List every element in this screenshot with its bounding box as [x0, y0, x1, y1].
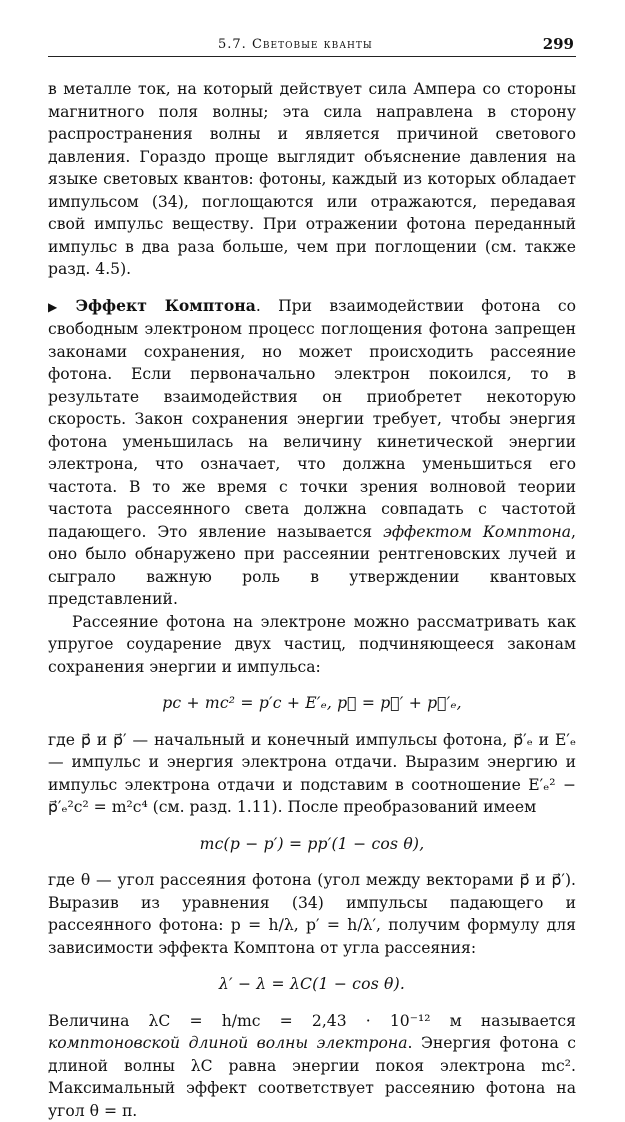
- paragraph-elastic-collision: Рассеяние фотона на электроне можно рассматривать как упругое соударение двух частиц, подчиняющееся законам сохранения энергии и импульса:: [48, 611, 576, 679]
- paragraph-recoil-electron: где p⃗ и p⃗′ — начальный и конечный импульсы фотона, p⃗′ₑ и E′ₑ — импульс и энергия электрона отдачи. Выразим энергию и импульс электрона отдачи и подставим в соотношение E′ₑ² − p⃗′ₑ²c² = m²c⁴ (см. разд. 1.11). После преобразований имеем: [48, 729, 576, 819]
- book-page: [48, 0, 576, 1000]
- equation-conservation: pc + mc² = p′c + E′ₑ, p⃗ = p⃗′ + p⃗′ₑ,: [48, 692, 576, 715]
- paragraph-compton-intro: [48, 295, 576, 611]
- paragraph-scattering-angle: где θ — угол рассеяния фотона (угол между векторами p⃗ и p⃗′). Выразив из уравнения (34) импульсы падающего и рассеянного фотона: p = h/λ, p′ = h/λ′, получим формулу для зависимости эффекта Комптона от угла рассеяния:: [48, 869, 576, 959]
- paragraph-text: , оно было обнаружено при рассеянии рентгеновских лучей и сыграло важную роль в утверждении квантовых представлений.: [48, 523, 576, 609]
- page-number: 299: [543, 35, 574, 53]
- paragraph-text: . При взаимодействии фотона со свободным электроном процесс поглощения фотона запрещен законами сохранения, но может происходить рассеяние фотона. Если первоначально электрон покоился, то в результате взаимодействия он приобретет некоторую скорость. Закон сохранения энергии требует, чтобы энергия фотона уменьшилась на величину кинетической энергии электрона, что означает, что должна уменьшиться его частота. В то же время с точки зрения волновой теории частота рассеянного света должна совпадать с частотой падающего. Это явление называется: [48, 297, 576, 541]
- term-compton-effect: эффектом Комптона: [383, 523, 571, 541]
- equation-compton-formula: λ′ − λ = λC(1 − cos θ).: [48, 973, 576, 996]
- term-compton-wavelength: комптоновской длиной волны электрона: [48, 1034, 408, 1052]
- running-head: 5.7. Световые кванты: [218, 37, 373, 52]
- paragraph-radiation-pressure: в металле ток, на который действует сила Ампера со стороны магнитного поля волны; эта сила направлена в сторону распространения волны и является причиной светового давления. Гораздо проще выглядит объяснение давления на языке световых квантов: фотоны, каждый из которых обладает импульсом (34), поглощаются или отражаются, передавая свой импульс веществу. При отражении фотона переданный импульс в два раза больше, чем при поглощении (см. также разд. 4.5).: [48, 78, 576, 281]
- page-header: [48, 32, 576, 57]
- paragraph-text: . Энергия фотона с длиной волны λC равна энергии покоя электрона mc². Максимальный эффект соответствует рассеянию фотона на угол θ = π.: [48, 1034, 576, 1120]
- equation-momentum-relation: mc(p − p′) = pp′(1 − cos θ),: [48, 833, 576, 856]
- paragraph-text: Величина λC = h/mc = 2,43 · 10⁻¹² м называется: [48, 1012, 576, 1030]
- page-body: [48, 78, 576, 1122]
- section-marker-icon: ▶: [48, 300, 70, 314]
- section-heading-compton: Эффект Комптона: [76, 296, 256, 315]
- paragraph-compton-wavelength: [48, 1010, 576, 1122]
